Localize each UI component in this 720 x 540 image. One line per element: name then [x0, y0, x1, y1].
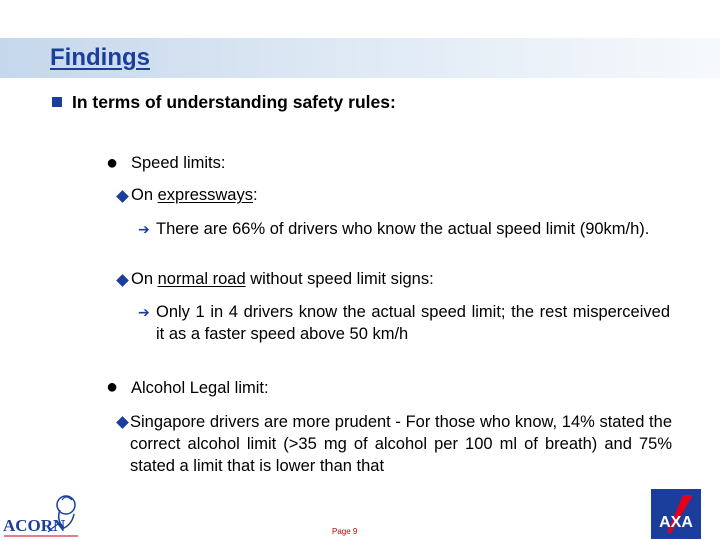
normal-road-finding: Only 1 in 4 drivers know the actual speed limit; the rest misperceived it as a faster speed above 50 km/h: [156, 303, 670, 343]
alcohol-finding: Singapore drivers are more prudent - For those who know, 14% stated the correct alcohol limit (>35 mg of alcohol per 100 ml of breath) and 75% stated a limit that is lower than that: [130, 413, 672, 475]
expressways-suffix: :: [252, 186, 258, 204]
page-number: Page 9: [332, 527, 358, 536]
arrow-bullet-icon: ➔: [138, 304, 150, 320]
square-bullet-icon: [52, 97, 62, 107]
arrow-bullet-icon: ➔: [138, 221, 150, 237]
round-bullet-icon: ●: [106, 152, 119, 174]
diamond-bullet-icon: [116, 190, 129, 203]
axa-logo: [651, 489, 701, 539]
main-heading: In terms of understanding safety rules:: [72, 92, 396, 112]
speed-limits-label: Speed limits:: [131, 154, 226, 172]
normal-road-line: [131, 270, 434, 289]
normal-road-link: normal road: [157, 270, 246, 288]
acorn-logo: [0, 488, 100, 540]
normal-road-prefix: On: [131, 270, 154, 288]
round-bullet-icon: ●: [106, 376, 119, 398]
axa-logo-text: AXA: [659, 514, 693, 531]
expressways-link: expressways: [157, 186, 253, 204]
slide-title: Findings: [50, 44, 150, 71]
expressways-finding: There are 66% of drivers who know the actual speed limit (90km/h).: [156, 220, 650, 238]
diamond-bullet-icon: [116, 416, 129, 429]
expressways-line: [131, 186, 258, 205]
acorn-logo-text: ACORN: [3, 516, 66, 535]
normal-road-suffix: without speed limit signs:: [250, 270, 434, 288]
expressways-prefix: On: [131, 186, 154, 204]
diamond-bullet-icon: [116, 274, 129, 287]
alcohol-label: Alcohol Legal limit:: [131, 379, 269, 397]
